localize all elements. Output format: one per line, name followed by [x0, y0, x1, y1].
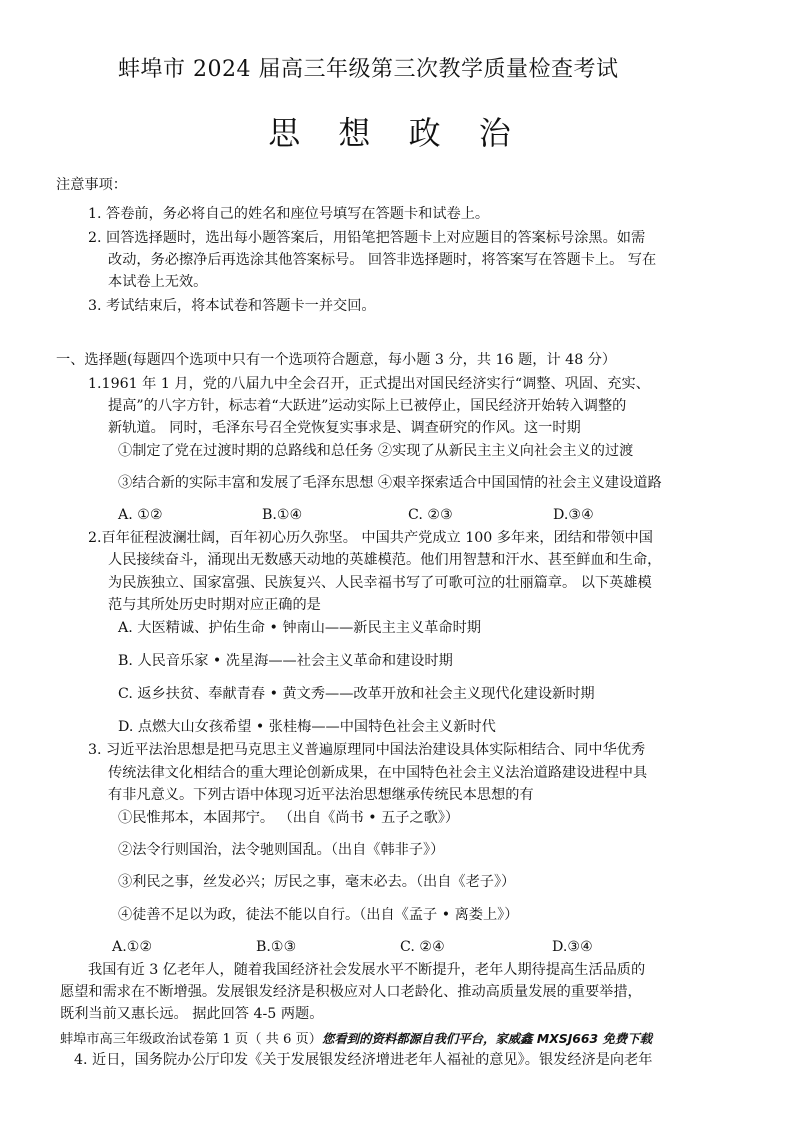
q1-option-b: B.①④	[262, 507, 303, 523]
q2-line-2: 人民接续奋斗，涌现出无数感天动地的英雄模范。他们用智慧和汗水、甚至鲜血和生命，	[108, 552, 662, 568]
notice-item-3: 3. 考试结束后，将本试卷和答题卡一并交回。	[88, 298, 376, 314]
q1-option-a: A. ①②	[118, 507, 163, 523]
q3-option-b: B.①③	[256, 939, 297, 955]
q1-option-d: D.③④	[553, 507, 594, 523]
notice-item-2-cont: 改动，务必擦净后再选涂其他答案标号。 回答非选择题时，将答案写在答题卡上。 写在	[108, 252, 657, 268]
q2-line-1: 2.百年征程波澜壮阔，百年初心历久弥坚。 中国共产党成立 100 多年来，团结和带领中国	[88, 530, 653, 546]
notice-item-2-cont2: 本试卷上无效。	[108, 274, 208, 290]
q3-line-1: 3. 习近平法治思想是把马克思主义普遍原理同中国法治建设具体实际相结合、同中华优秀	[88, 742, 646, 758]
notice-item-2: 2. 回答选择题时，选出每小题答案后，用铅笔把答题卡上对应题目的答案标号涂黑。如需	[88, 230, 646, 246]
footer-page-info: 蚌埠市高三年级政治试卷第 1 页（ 共 6 页）	[60, 1032, 322, 1047]
q3-statement-3: ③利民之事，丝发必兴；厉民之事，毫末必去。（出自《老子》）	[118, 874, 516, 890]
q2-option-a: A. 大医精诚、护佑生命 • 钟南山——新民主主义革命时期	[118, 620, 481, 636]
notice-item-1: 1. 答卷前，务必将自己的姓名和座位号填写在答题卡和试卷上。	[88, 206, 490, 222]
q3-statement-1: ①民惟邦本，本固邦宁。 （出自《尚书 • 五子之歌》）	[118, 810, 460, 826]
q3-statement-2: ②法令行则国治，法令驰则国乱。（出自《韩非子》）	[118, 842, 445, 858]
footer-watermark: 您看到的资料都源自我们平台，家威鑫 MXSJ663 免费下载	[321, 1031, 653, 1046]
q1-line-2: 提高”的八字方针，标志着“大跃进”运动实际上已被停止，国民经济开始转入调整的	[108, 398, 627, 414]
exam-title: 蚌埠市 2024 届高三年级第三次教学质量检查考试	[118, 57, 619, 82]
q3-option-a: A.①②	[112, 939, 153, 955]
q1-statements-1: ①制定了党在过渡时期的总路线和总任务 ②实现了从新民主主义向社会主义的过渡	[118, 443, 634, 459]
q3-option-c: C. ②④	[400, 939, 445, 955]
q2-line-3: 为民族独立、国家富强、民族复兴、人民幸福书写了可歌可泣的壮丽篇章。 以下英雄模	[108, 575, 652, 591]
material-line-2: 愿望和需求在不断增强。发展银发经济是积极应对人口老龄化、推动高质量发展的重要举措，	[60, 984, 642, 1000]
section-heading: 一、选择题(每题四个选项中只有一个选项符合题意，每小题 3 分，共 16 题，计 48 分）	[56, 352, 617, 368]
q2-option-b: B. 人民音乐家 • 冼星海——社会主义革命和建设时期	[118, 653, 453, 669]
q1-line-1: 1.1961 年 1 月，党的八届九中全会召开，正式提出对国民经济实行“调整、巩固、充实、	[88, 376, 650, 392]
q3-line-3: 有非凡意义。下列古语中体现习近平法治思想继承传统民本思想的有	[108, 787, 534, 803]
q3-statement-4: ④徒善不足以为政，徒法不能以自行。（出自《孟子 • 离娄上》）	[118, 907, 519, 923]
q3-option-d: D.③④	[552, 939, 593, 955]
q1-option-c: C. ②③	[408, 507, 453, 523]
q3-line-2: 传统法律文化相结合的重大理论创新成果，在中国特色社会主义法治道路建设进程中具	[108, 765, 648, 781]
q1-statements-2: ③结合新的实际丰富和发展了毛泽东思想 ④艰辛探索适合中国国情的社会主义建设道路	[118, 475, 662, 491]
material-line-1: 我国有近 3 亿老年人，随着我国经济社会发展水平不断提升，老年人期待提高生活品质的	[88, 962, 646, 978]
material-line-3: 既利当前又惠长远。 据此回答 4-5 两题。	[60, 1006, 324, 1022]
q4-line-1: 4. 近日，国务院办公厅印发《关于发展银发经济增进老年人福祉的意见》。银发经济是向老年	[74, 1052, 653, 1068]
q2-option-c: C. 返乡扶贫、奉献青春 • 黄文秀——改革开放和社会主义现代化建设新时期	[118, 686, 595, 702]
q2-option-d: D. 点燃大山女孩希望 • 张桂梅——中国特色社会主义新时代	[118, 719, 496, 735]
subject-title: 思 想 政 治	[268, 114, 525, 152]
q2-line-4: 范与其所处历史时期对应正确的是	[108, 597, 321, 613]
page-footer	[60, 1028, 652, 1047]
notice-heading: 注意事项：	[56, 177, 127, 193]
q1-line-3: 新轨道。 同时，毛泽东号召全党恢复实事求是、调查研究的作风。这一时期	[108, 420, 581, 436]
